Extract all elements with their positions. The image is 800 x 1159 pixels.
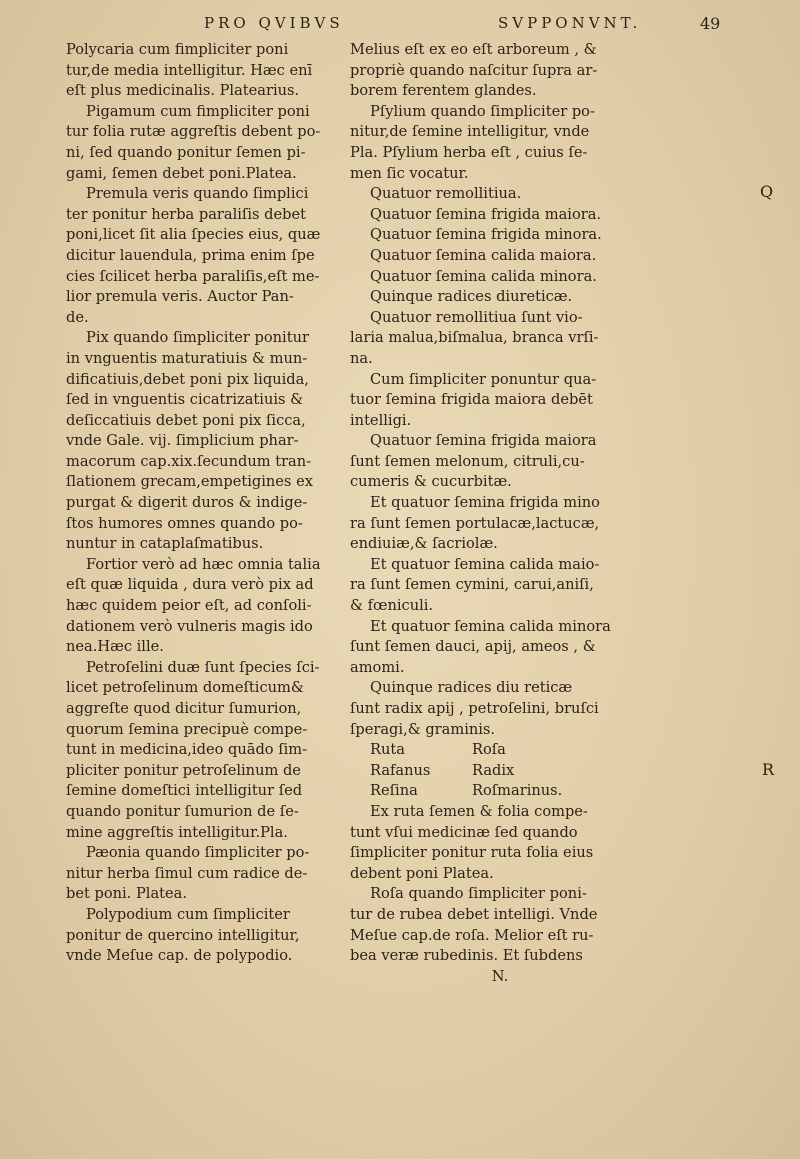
text-line: Pix quando ſimpliciter ponitur [86, 329, 309, 347]
page-number: 49 [700, 14, 721, 33]
text-line: debent poni Platea. [350, 864, 494, 882]
text-line: vnde Gale. vij. ſimplicium phar- [66, 432, 299, 450]
text-line: dificatiuis,debet poni pix liquida, [66, 370, 309, 388]
text-line: cumeris & cucurbitæ. [350, 473, 512, 491]
text-line: tunt vſui medicinæ ſed quando [350, 823, 578, 841]
herb-table-cell: Roſa [472, 741, 506, 759]
text-line: ſtos humores omnes quando po- [66, 514, 303, 532]
text-line: Premula veris quando ſimplici [86, 185, 309, 203]
text-line: de. [66, 308, 89, 326]
text-line: Roſa quando ſimpliciter poni- [370, 885, 587, 903]
text-line: ſunt ſemen melonum, citruli,cu- [350, 452, 585, 470]
text-line: licet petroſelinum domeſticum& [66, 679, 304, 697]
text-line: men ſic vocatur. [350, 164, 469, 182]
text-line: ra ſunt ſemen cymini, carui,aniſi, [350, 576, 594, 594]
text-line: bet poni. Platea. [66, 885, 187, 903]
text-line: purgat & digerit duros & indige- [66, 494, 308, 512]
herb-table-row [350, 740, 650, 761]
text-line: pliciter ponitur petroſelinum de [66, 761, 301, 779]
text-line: Pſylium quando ſimpliciter po- [370, 102, 595, 120]
right-column-text-a [350, 40, 650, 740]
text-line: laria malua,biſmalua, branca vrſi- [350, 329, 599, 347]
text-line: borem ferentem glandes. [350, 82, 537, 100]
text-line: Quinque radices diu reticæ [370, 679, 573, 697]
text-line: nuntur in cataplaſmatibus. [66, 535, 264, 553]
text-line: Quatuor ſemina frigida maiora. [370, 205, 602, 223]
text-line: ſperagi,& graminis. [350, 720, 496, 738]
text-line: ſlationem grecam,empetigines ex [66, 473, 313, 491]
text-line: Et quatuor ſemina calida maio- [370, 555, 600, 573]
text-line: ra ſunt ſemen portulacæ,lactucæ, [350, 514, 600, 532]
text-line: nitur,de ſemine intelligitur, vnde [350, 123, 590, 141]
text-line: dationem verò vulneris magis ido [66, 617, 313, 635]
text-line: Fortior verò ad hæc omnia talia [86, 555, 321, 573]
left-column [66, 40, 326, 967]
herb-table-cell: Radix [472, 761, 515, 779]
text-line: tuor ſemina frigida maiora debēt [350, 391, 593, 409]
herb-table-cell: Ruta [370, 741, 405, 759]
text-line: quorum ſemina precipuè compe- [66, 720, 308, 738]
text-line: dicitur lauendula, prima enim ſpe [66, 246, 315, 264]
text-line: poni,licet ſit alia ſpecies eius, quæ [66, 226, 321, 244]
text-line: Petroſelini duæ ſunt ſpecies ſci- [86, 658, 320, 676]
text-line: & fœniculi. [350, 597, 434, 615]
herb-table-row [350, 761, 650, 782]
text-line: intelligi. [350, 411, 412, 429]
herb-table-cell: Roſmarinus. [472, 782, 563, 800]
herb-table-cell: Reſina [370, 782, 418, 800]
text-line: macorum cap.xix.ſecundum tran- [66, 452, 312, 470]
herb-table-row [350, 781, 650, 802]
signature-mark: N. [491, 967, 509, 985]
header-left: PRO QVIBVS [204, 14, 344, 32]
text-line: ni, ſed quando ponitur ſemen pi- [66, 143, 306, 161]
margin-letter-q: Q [760, 182, 774, 201]
text-line: bea veræ rubedinis. Et ſubdens [350, 947, 583, 965]
text-line: endiuiæ,& ſacriolæ. [350, 535, 498, 553]
text-line: na. [350, 349, 373, 367]
text-line: tur,de media intelligitur. Hæc enī [66, 61, 313, 79]
right-column-text-b [350, 802, 650, 967]
text-line: ſunt radix apij , petroſelini, bruſci [350, 700, 599, 717]
text-line: Polypodium cum ſimpliciter [86, 905, 290, 923]
text-line: gami, ſemen debet poni.Platea. [66, 164, 297, 182]
text-line: tunt in medicina,ideo quādo ſim- [66, 741, 308, 759]
text-line: Pæonia quando ſimpliciter po- [86, 844, 310, 862]
text-line: Quatuor remollitiua ſunt vio- [370, 308, 583, 326]
text-line: Quatuor ſemina calida maiora. [370, 246, 597, 264]
text-line: Et quatuor ſemina frigida mino [370, 494, 600, 512]
text-line: Ex ruta ſemen & folia compe- [370, 802, 588, 820]
text-line: Quatuor ſemina frigida maiora [370, 432, 597, 450]
text-line: lior premula veris. Auctor Pan- [66, 288, 294, 306]
text-line: eſt plus medicinalis. Platearius. [66, 82, 300, 100]
text-line: ter ponitur herba paraliſis debet [66, 205, 306, 223]
margin-letter-r: R [762, 760, 775, 779]
header-right: SVPPONVNT. [498, 14, 642, 32]
text-line: Polycaria cum fimpliciter poni [66, 41, 289, 58]
herb-table [350, 740, 650, 802]
herb-table-cell: Rafanus [370, 761, 431, 779]
text-line: ſed in vnguentis cicatrizatiuis & [66, 391, 304, 409]
text-line: aggreſte quod dicitur ſumurion, [66, 700, 302, 717]
text-line: nea.Hæc ille. [66, 638, 164, 656]
text-line: mine aggreſtis intelligitur.Pla. [66, 823, 288, 841]
text-line: ſimpliciter ponitur ruta folia eius [350, 844, 594, 862]
text-line: eſt quæ liquida , dura verò pix ad [66, 576, 314, 594]
text-line: Melius eſt ex eo eſt arboreum , & [350, 41, 597, 58]
text-line: cies ſcilicet herba paraliſis,eſt me- [66, 267, 320, 285]
text-line: deſiccatiuis debet poni pix ſicca, [66, 411, 306, 429]
text-line: Quatuor ſemina frigida minora. [370, 226, 602, 244]
text-line: propriè quando naſcitur ſupra ar- [350, 61, 598, 79]
text-line: Quinque radices diureticæ. [370, 288, 573, 306]
text-line: hæc quidem peior eſt, ad conſoli- [66, 597, 312, 615]
text-line: Meſue cap.de roſa. Melior eſt ru- [350, 926, 594, 944]
text-line: Pigamum cum fimpliciter poni [86, 102, 310, 120]
text-line: Pla. Pſylium herba eſt , cuius ſe- [350, 143, 588, 161]
text-line: in vnguentis maturatiuis & mun- [66, 349, 308, 367]
text-line: tur de rubea debet intelligi. Vnde [350, 905, 598, 923]
text-line: Quatuor remollitiua. [370, 185, 522, 203]
text-line: nitur herba ſimul cum radice de- [66, 864, 308, 882]
text-line: amomi. [350, 658, 405, 676]
text-line: Cum ſimpliciter ponuntur qua- [370, 370, 597, 388]
text-line: Quatuor ſemina calida minora. [370, 267, 597, 285]
text-line: Et quatuor ſemina calida minora [370, 617, 611, 635]
text-line: ponitur de quercino intelligitur, [66, 926, 300, 944]
right-column [350, 40, 650, 987]
text-line: vnde Meſue cap. de polypodio. [66, 947, 293, 965]
text-line: quando ponitur ſumurion de ſe- [66, 802, 299, 820]
text-line: tur folia rutæ aggreſtis debent po- [66, 123, 321, 141]
text-line: ſunt ſemen dauci, apij, ameos , & [350, 638, 596, 656]
text-line: ſemine domeſtici intelligitur ſed [66, 782, 303, 800]
